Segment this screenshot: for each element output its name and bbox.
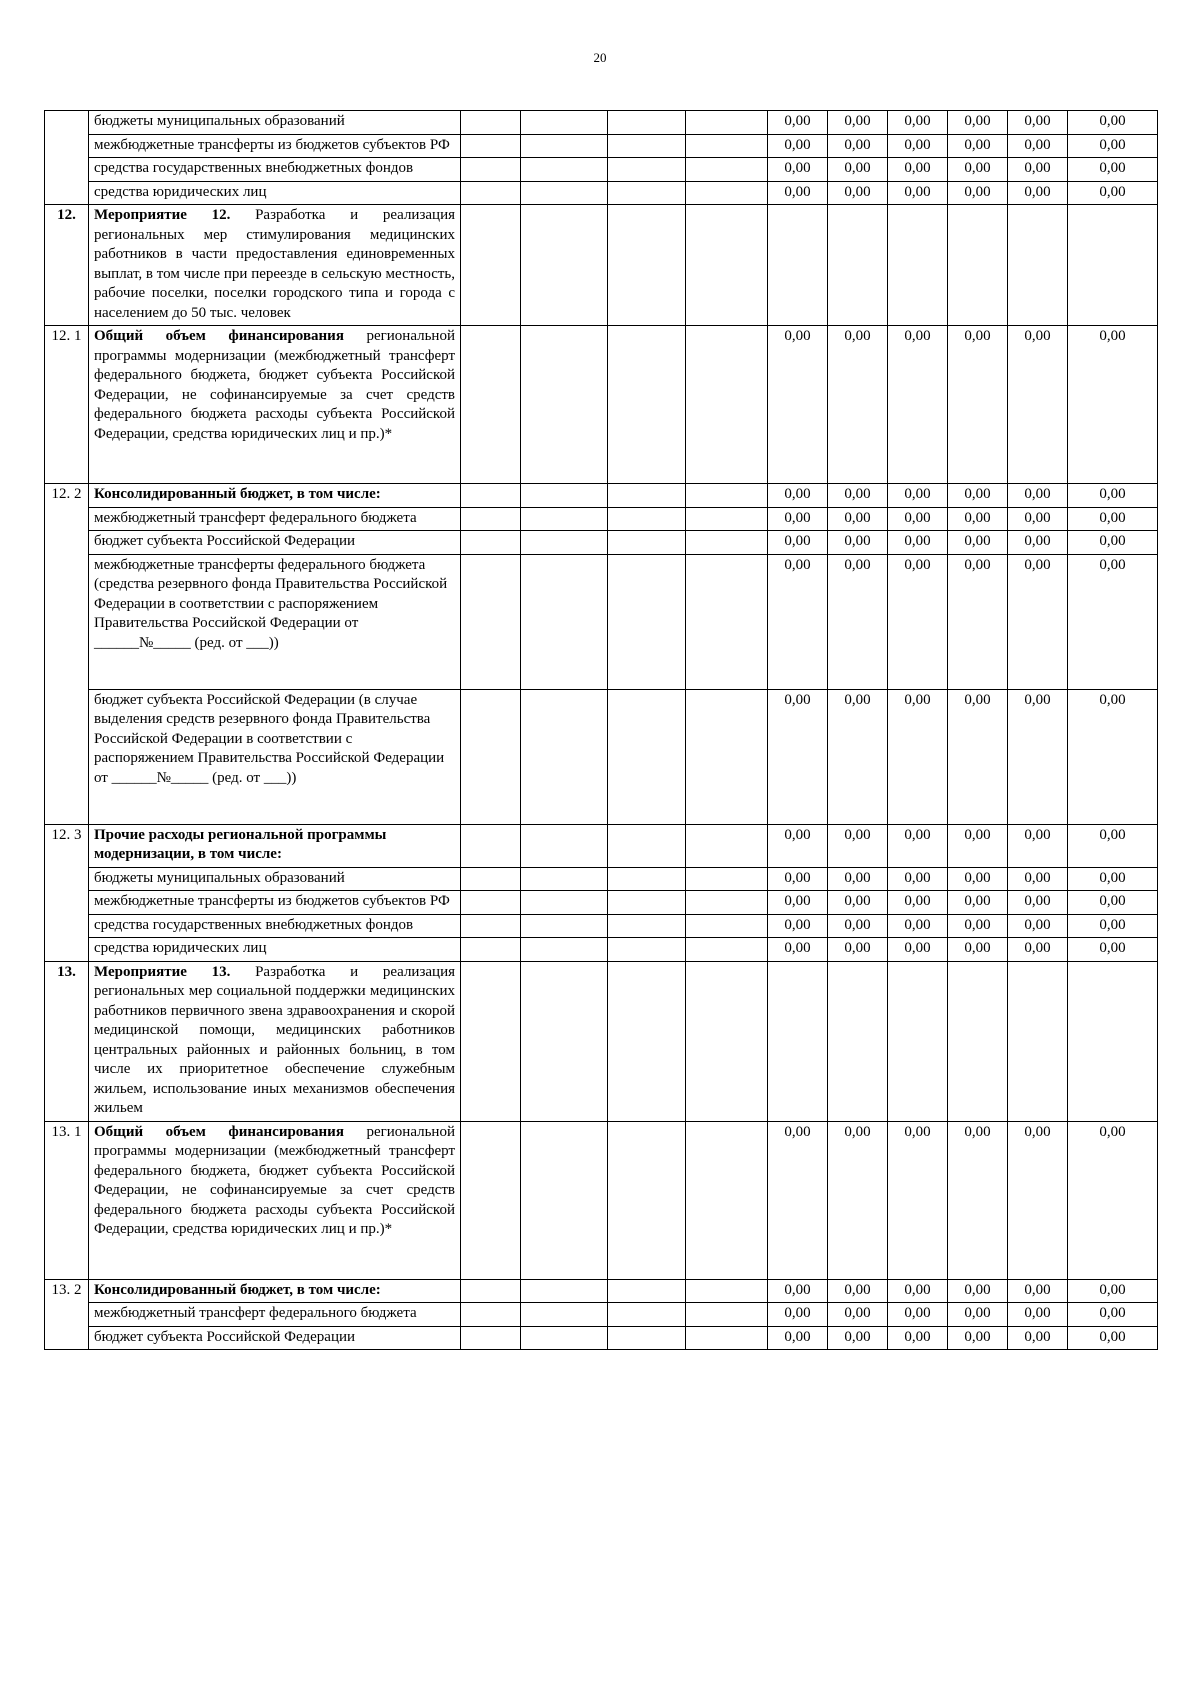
value-cell: 0,00: [768, 1121, 828, 1279]
value-cell: 0,00: [828, 1279, 888, 1303]
value-cell: 0,00: [1008, 531, 1068, 555]
value-cell: 0,00: [828, 1121, 888, 1279]
value-cell: 0,00: [1008, 689, 1068, 824]
table-row: [45, 961, 1158, 1121]
table-row: [45, 326, 1158, 484]
value-cell: 0,00: [1068, 158, 1158, 182]
value-cell: 0,00: [1068, 824, 1158, 867]
total-financing-title: Общий объем финансирования: [94, 1123, 344, 1140]
value-cell: 0,00: [1008, 507, 1068, 531]
table-row: [45, 824, 1158, 867]
value-cell: 0,00: [768, 181, 828, 205]
total-financing-description: [89, 1121, 461, 1279]
table-row: [45, 181, 1158, 205]
value-cell: 0,00: [948, 1279, 1008, 1303]
measure-13-title: Мероприятие 13.: [94, 963, 231, 980]
value-cell: 0,00: [888, 824, 948, 867]
row-label: межбюджетные трансферты из бюджетов субъектов РФ: [89, 891, 461, 915]
table-row: [45, 938, 1158, 962]
table-row: [45, 1303, 1158, 1327]
value-cell: 0,00: [948, 484, 1008, 508]
row-label: бюджет субъекта Российской Федерации: [89, 1326, 461, 1350]
total-financing-description: [89, 326, 461, 484]
value-cell: 0,00: [828, 134, 888, 158]
value-cell: 0,00: [1008, 326, 1068, 484]
value-cell: 0,00: [1068, 134, 1158, 158]
total-financing-title: Общий объем финансирования: [94, 328, 344, 344]
table-row: [45, 867, 1158, 891]
measure-12-text: Разработка и реализация региональных мер стимулирования медицинских работников в части предоставления единовременных выплат, в том числе при переезде в сельскую местность, рабочие поселки, поселки городского типа и города с населением до 50 тыс. человек: [94, 207, 455, 321]
value-cell: 0,00: [1008, 1303, 1068, 1327]
value-cell: 0,00: [1068, 689, 1158, 824]
table-row: [45, 531, 1158, 555]
total-financing-text: региональной программы модернизации (межбюджетный трансферт федерального бюджета, бюджет субъекта Российской Федерации, не софинансируемые за счет средств федерального бюджета расходы субъекта Российской Федерации, средства юридических лиц и пр.)*: [94, 1123, 455, 1237]
value-cell: 0,00: [888, 1326, 948, 1350]
row-label: бюджет субъекта Российской Федерации: [89, 531, 461, 555]
value-cell: 0,00: [768, 507, 828, 531]
page-number: 20: [593, 50, 607, 65]
value-cell: 0,00: [768, 158, 828, 182]
measure-13-text: Разработка и реализация региональных мер социальной поддержки медицинских работников первичного звена здравоохранения и скорой медицинской помощи, медицинских работников центральных районных и районных больниц, в том числе их приоритетное обеспечение служебным жильем, использование иных механизмов обеспечения жильем: [94, 963, 455, 1116]
row-label: межбюджетный трансферт федерального бюджета: [89, 507, 461, 531]
value-cell: 0,00: [888, 484, 948, 508]
value-cell: 0,00: [888, 1279, 948, 1303]
value-cell: 0,00: [828, 1326, 888, 1350]
value-cell: 0,00: [768, 914, 828, 938]
row-label: средства государственных внебюджетных фондов: [89, 914, 461, 938]
value-cell: 0,00: [948, 507, 1008, 531]
row-number: 12. 2: [45, 484, 89, 825]
value-cell: 0,00: [948, 824, 1008, 867]
table-row: [45, 507, 1158, 531]
value-cell: 0,00: [1068, 531, 1158, 555]
value-cell: 0,00: [1008, 824, 1068, 867]
row-label: межбюджетный трансферт федерального бюджета: [89, 1303, 461, 1327]
value-cell: 0,00: [888, 111, 948, 135]
value-cell: 0,00: [948, 891, 1008, 915]
row-label: бюджеты муниципальных образований: [89, 111, 461, 135]
row-number-cell: [45, 111, 89, 205]
table-row: [45, 484, 1158, 508]
value-cell: 0,00: [1008, 554, 1068, 689]
value-cell: 0,00: [828, 181, 888, 205]
value-cell: 0,00: [1068, 1121, 1158, 1279]
value-cell: 0,00: [948, 1326, 1008, 1350]
value-cell: 0,00: [1008, 938, 1068, 962]
value-cell: 0,00: [948, 181, 1008, 205]
row-number: 12. 3: [45, 824, 89, 961]
value-cell: 0,00: [1008, 181, 1068, 205]
table-row: [45, 134, 1158, 158]
value-cell: 0,00: [1068, 326, 1158, 484]
value-cell: 0,00: [1068, 1279, 1158, 1303]
value-cell: 0,00: [768, 326, 828, 484]
row-label: средства юридических лиц: [89, 181, 461, 205]
value-cell: 0,00: [1008, 484, 1068, 508]
value-cell: 0,00: [1008, 111, 1068, 135]
table-row: [45, 1326, 1158, 1350]
value-cell: 0,00: [888, 554, 948, 689]
total-financing-text: региональной программы модернизации (межбюджетный трансферт федерального бюджета, бюджет субъекта Российской Федерации, не софинансируемые за счет средств федерального бюджета расходы субъекта Российской Федерации, средства юридических лиц и пр.)*: [94, 328, 455, 442]
value-cell: 0,00: [948, 158, 1008, 182]
value-cell: 0,00: [828, 326, 888, 484]
measure-12-title: Мероприятие 12.: [94, 207, 231, 223]
value-cell: 0,00: [828, 507, 888, 531]
table-row: [45, 891, 1158, 915]
value-cell: 0,00: [888, 326, 948, 484]
value-cell: 0,00: [888, 134, 948, 158]
value-cell: 0,00: [828, 824, 888, 867]
value-cell: 0,00: [888, 914, 948, 938]
row-label: средства юридических лиц: [89, 938, 461, 962]
value-cell: 0,00: [1068, 554, 1158, 689]
other-expenses-label: Прочие расходы региональной программы модернизации, в том числе:: [89, 824, 461, 867]
value-cell: 0,00: [1008, 1121, 1068, 1279]
value-cell: 0,00: [1008, 867, 1068, 891]
value-cell: 0,00: [828, 554, 888, 689]
value-cell: 0,00: [948, 326, 1008, 484]
consolidated-budget-label: Консолидированный бюджет, в том числе:: [89, 1279, 461, 1303]
value-cell: 0,00: [768, 1303, 828, 1327]
value-cell: 0,00: [1068, 181, 1158, 205]
consolidated-budget-label: Консолидированный бюджет, в том числе:: [89, 484, 461, 508]
value-cell: 0,00: [888, 1303, 948, 1327]
measure-13-description: [89, 961, 461, 1121]
value-cell: 0,00: [1068, 507, 1158, 531]
table-row: [45, 914, 1158, 938]
table-row: [45, 205, 1158, 326]
value-cell: 0,00: [1008, 134, 1068, 158]
value-cell: 0,00: [948, 867, 1008, 891]
value-cell: 0,00: [888, 938, 948, 962]
value-cell: 0,00: [1008, 158, 1068, 182]
value-cell: 0,00: [1068, 914, 1158, 938]
row-label: межбюджетные трансферты федерального бюджета (средства резервного фонда Правительства Российской Федерации в соответствии с распоряжением Правительства Российской Федерации от ______№_____ (ред. от ___)): [89, 554, 461, 689]
value-cell: 0,00: [828, 867, 888, 891]
measure-12-description: [89, 205, 461, 326]
value-cell: 0,00: [768, 891, 828, 915]
value-cell: 0,00: [828, 891, 888, 915]
value-cell: 0,00: [1008, 914, 1068, 938]
value-cell: 0,00: [888, 689, 948, 824]
value-cell: 0,00: [828, 484, 888, 508]
value-cell: 0,00: [1068, 1303, 1158, 1327]
value-cell: 0,00: [888, 1121, 948, 1279]
table-row: [45, 1121, 1158, 1279]
value-cell: 0,00: [1068, 891, 1158, 915]
value-cell: 0,00: [768, 111, 828, 135]
row-number: 13. 1: [45, 1121, 89, 1279]
value-cell: 0,00: [768, 134, 828, 158]
value-cell: 0,00: [768, 867, 828, 891]
row-label: бюджеты муниципальных образований: [89, 867, 461, 891]
value-cell: 0,00: [768, 824, 828, 867]
value-cell: 0,00: [888, 158, 948, 182]
value-cell: 0,00: [1008, 1279, 1068, 1303]
value-cell: 0,00: [888, 181, 948, 205]
value-cell: 0,00: [768, 689, 828, 824]
row-number: 13.: [45, 961, 89, 1121]
financing-table: [44, 110, 1158, 1350]
table-row: [45, 111, 1158, 135]
value-cell: 0,00: [888, 507, 948, 531]
value-cell: 0,00: [828, 111, 888, 135]
value-cell: 0,00: [828, 1303, 888, 1327]
value-cell: 0,00: [1008, 891, 1068, 915]
value-cell: 0,00: [828, 914, 888, 938]
value-cell: 0,00: [768, 1279, 828, 1303]
table-row: [45, 554, 1158, 689]
value-cell: 0,00: [768, 1326, 828, 1350]
value-cell: 0,00: [948, 531, 1008, 555]
value-cell: 0,00: [1068, 484, 1158, 508]
value-cell: 0,00: [768, 554, 828, 689]
value-cell: 0,00: [1068, 867, 1158, 891]
value-cell: 0,00: [1008, 1326, 1068, 1350]
table-row: [45, 689, 1158, 824]
value-cell: 0,00: [948, 134, 1008, 158]
value-cell: 0,00: [948, 914, 1008, 938]
value-cell: 0,00: [888, 867, 948, 891]
value-cell: 0,00: [1068, 1326, 1158, 1350]
value-cell: 0,00: [1068, 938, 1158, 962]
value-cell: 0,00: [948, 1303, 1008, 1327]
value-cell: 0,00: [768, 938, 828, 962]
value-cell: 0,00: [768, 531, 828, 555]
value-cell: 0,00: [948, 111, 1008, 135]
value-cell: 0,00: [948, 938, 1008, 962]
value-cell: 0,00: [948, 689, 1008, 824]
table-row: [45, 158, 1158, 182]
row-number: 13. 2: [45, 1279, 89, 1350]
row-label: средства государственных внебюджетных фондов: [89, 158, 461, 182]
value-cell: 0,00: [828, 531, 888, 555]
value-cell: 0,00: [888, 891, 948, 915]
value-cell: 0,00: [828, 689, 888, 824]
value-cell: 0,00: [948, 1121, 1008, 1279]
row-number: 12. 1: [45, 326, 89, 484]
row-label: бюджет субъекта Российской Федерации (в случае выделения средств резервного фонда Правительства Российской Федерации в соответствии с распоряжением Правительства Российской Федерации от ______№_____ (ред. от ___)): [89, 689, 461, 824]
value-cell: 0,00: [768, 484, 828, 508]
value-cell: 0,00: [888, 531, 948, 555]
row-label: межбюджетные трансферты из бюджетов субъектов РФ: [89, 134, 461, 158]
row-number: 12.: [45, 205, 89, 326]
value-cell: 0,00: [828, 158, 888, 182]
table-row: [45, 1279, 1158, 1303]
value-cell: 0,00: [1068, 111, 1158, 135]
value-cell: 0,00: [828, 938, 888, 962]
value-cell: 0,00: [948, 554, 1008, 689]
